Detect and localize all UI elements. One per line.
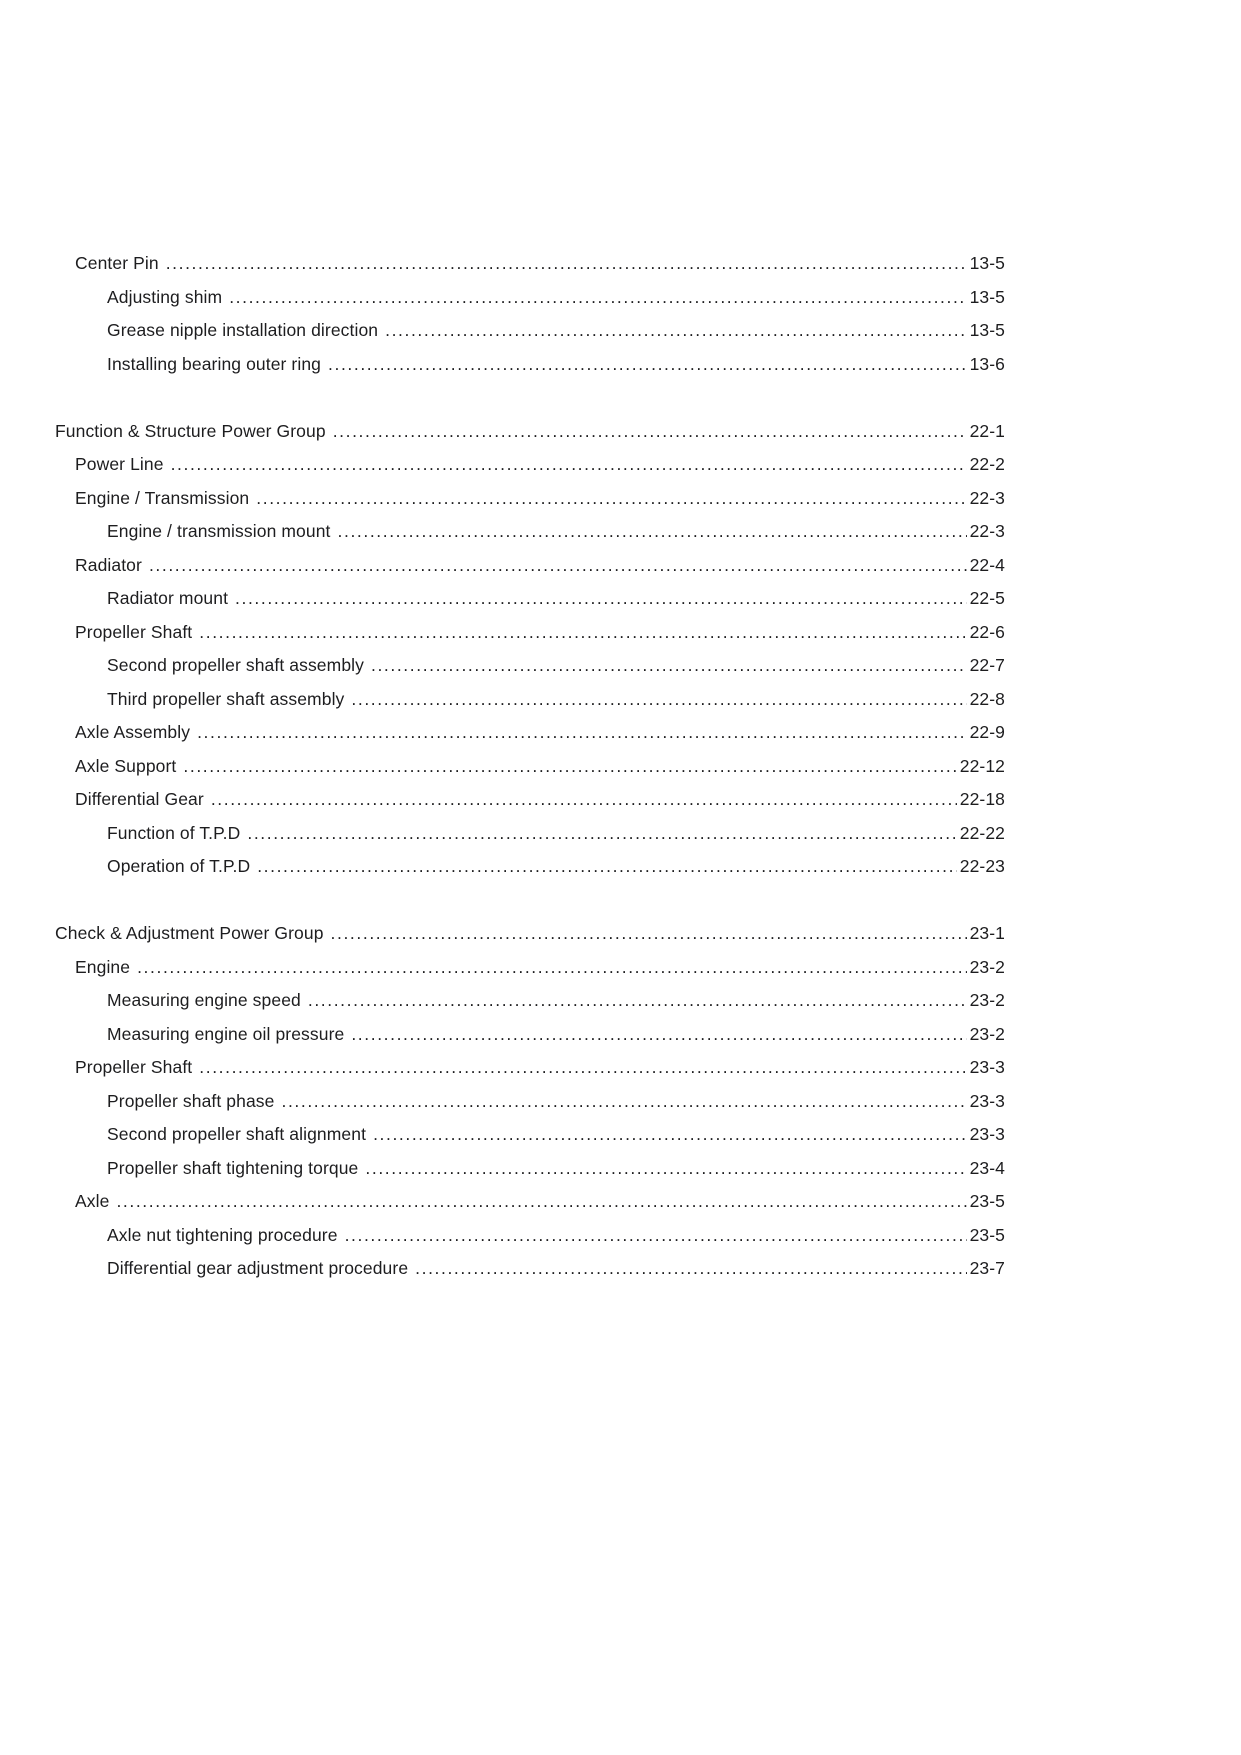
toc-dot-leader (229, 281, 966, 315)
toc-entry (55, 1085, 1005, 1119)
toc-entry-page: 22-18 (959, 789, 1005, 809)
toc-entry (55, 649, 1005, 683)
toc-entry-label: Axle Assembly (75, 722, 191, 742)
toc-entry-label: Grease nipple installation direction (107, 320, 379, 340)
toc-entry (55, 716, 1005, 750)
toc-entry (55, 951, 1005, 985)
toc-entry-label: Radiator mount (107, 588, 229, 608)
toc-entry-label: Axle (75, 1191, 110, 1211)
toc-entry (55, 917, 1005, 951)
toc-entry-label: Center Pin (75, 253, 159, 273)
toc-entry-page: 23-4 (969, 1157, 1005, 1178)
toc-entry-label: Installing bearing outer ring (107, 353, 322, 374)
toc-dot-leader (199, 616, 966, 650)
toc-entry (55, 482, 1005, 516)
toc-entry (55, 850, 1005, 884)
toc-entry-page: 23-3 (969, 1057, 1005, 1077)
toc-entry-label: Engine / Transmission (75, 487, 250, 508)
toc-entry-page: 22-12 (959, 755, 1005, 776)
toc-dot-leader (345, 1219, 967, 1253)
toc-dot-leader (199, 1051, 966, 1085)
toc-entry-label: Differential Gear (75, 789, 204, 809)
toc-dot-leader (166, 247, 967, 281)
toc-dot-leader (137, 951, 966, 985)
toc-list (55, 247, 1005, 1286)
toc-entry-label: Third propeller shaft assembly (107, 688, 345, 709)
toc-entry-page: 13-5 (969, 286, 1005, 307)
toc-entry-page: 22-23 (959, 856, 1005, 876)
toc-dot-leader (365, 1152, 966, 1186)
toc-dot-leader (116, 1185, 966, 1219)
toc-dot-leader (333, 415, 967, 449)
toc-entry-label: Propeller Shaft (75, 1057, 193, 1077)
toc-entry-page: 23-1 (969, 923, 1005, 943)
toc-entry-page: 23-2 (969, 1023, 1005, 1044)
toc-entry-page: 22-22 (959, 822, 1005, 843)
toc-entry (55, 582, 1005, 616)
toc-dot-leader (281, 1085, 966, 1119)
toc-entry-label: Axle nut tightening procedure (107, 1224, 338, 1245)
toc-entry (55, 247, 1005, 281)
toc-entry (55, 549, 1005, 583)
toc-dot-leader (247, 817, 956, 851)
toc-entry-page: 22-7 (969, 655, 1005, 675)
toc-entry (55, 1185, 1005, 1219)
toc-entry-label: Function & Structure Power Group (55, 420, 326, 441)
toc-entry (55, 1152, 1005, 1186)
toc-entry (55, 415, 1005, 449)
toc-entry (55, 683, 1005, 717)
toc-entry-label: Measuring engine speed (107, 990, 301, 1010)
toc-dot-leader (415, 1252, 966, 1286)
toc-entry-page: 22-6 (969, 621, 1005, 642)
toc-dot-leader (385, 314, 966, 348)
toc-entry-label: Power Line (75, 454, 164, 474)
toc-entry (55, 1118, 1005, 1152)
toc-dot-leader (171, 448, 967, 482)
toc-entry (55, 750, 1005, 784)
toc-entry-page: 22-2 (969, 454, 1005, 474)
toc-entry-page: 22-5 (969, 588, 1005, 608)
toc-dot-leader (256, 482, 966, 516)
toc-entry-page: 23-5 (969, 1224, 1005, 1245)
toc-entry-page: 22-4 (969, 554, 1005, 575)
toc-entry-page: 22-3 (969, 487, 1005, 508)
toc-entry-page: 22-9 (969, 722, 1005, 742)
toc-dot-leader (257, 850, 957, 884)
toc-entry (55, 783, 1005, 817)
toc-entry-page: 13-6 (969, 353, 1005, 374)
toc-dot-leader (351, 683, 966, 717)
toc-entry (55, 515, 1005, 549)
toc-entry-page: 13-5 (969, 253, 1005, 273)
toc-entry-page: 22-8 (969, 688, 1005, 709)
toc-dot-leader (338, 515, 967, 549)
toc-entry-page: 13-5 (969, 320, 1005, 340)
toc-entry-label: Axle Support (75, 755, 177, 776)
toc-dot-leader (351, 1018, 966, 1052)
toc-entry-label: Engine / transmission mount (107, 521, 331, 541)
toc-entry-page: 23-2 (969, 956, 1005, 977)
toc-entry-page: 23-7 (969, 1258, 1005, 1278)
toc-entry-label: Adjusting shim (107, 286, 223, 307)
toc-dot-leader (308, 984, 967, 1018)
toc-dot-leader (373, 1118, 967, 1152)
toc-dot-leader (211, 783, 957, 817)
toc-dot-leader (331, 917, 967, 951)
toc-dot-leader (235, 582, 967, 616)
toc-entry-label: Operation of T.P.D (107, 856, 251, 876)
toc-entry (55, 817, 1005, 851)
toc-dot-leader (371, 649, 967, 683)
toc-entry-label: Function of T.P.D (107, 822, 241, 843)
toc-entry (55, 616, 1005, 650)
toc-entry (55, 448, 1005, 482)
toc-entry-page: 23-5 (969, 1191, 1005, 1211)
toc-dot-leader (149, 549, 967, 583)
toc-entry-label: Engine (75, 956, 131, 977)
toc-entry-page: 23-3 (969, 1124, 1005, 1144)
toc-entry (55, 281, 1005, 315)
toc-entry (55, 1051, 1005, 1085)
toc-entry (55, 1219, 1005, 1253)
toc-dot-leader (197, 716, 966, 750)
toc-entry-label: Measuring engine oil pressure (107, 1023, 345, 1044)
toc-entry (55, 1018, 1005, 1052)
toc-dot-leader (328, 348, 967, 382)
toc-entry-page: 23-3 (969, 1090, 1005, 1111)
toc-entry-label: Propeller shaft tightening torque (107, 1157, 359, 1178)
toc-dot-leader (183, 750, 956, 784)
toc-entry-label: Differential gear adjustment procedure (107, 1258, 409, 1278)
toc-entry-label: Propeller Shaft (75, 621, 193, 642)
toc-entry (55, 348, 1005, 382)
toc-entry-label: Second propeller shaft alignment (107, 1124, 367, 1144)
toc-entry-label: Check & Adjustment Power Group (55, 923, 324, 943)
toc-entry-label: Second propeller shaft assembly (107, 655, 364, 675)
toc-entry-page: 22-3 (969, 521, 1005, 541)
toc-entry (55, 984, 1005, 1018)
toc-entry (55, 314, 1005, 348)
toc-entry (55, 1252, 1005, 1286)
toc-entry-page: 23-2 (969, 990, 1005, 1010)
toc-entry-label: Radiator (75, 554, 142, 575)
toc-entry-page: 22-1 (969, 420, 1005, 441)
toc-entry-label: Propeller shaft phase (107, 1090, 275, 1111)
